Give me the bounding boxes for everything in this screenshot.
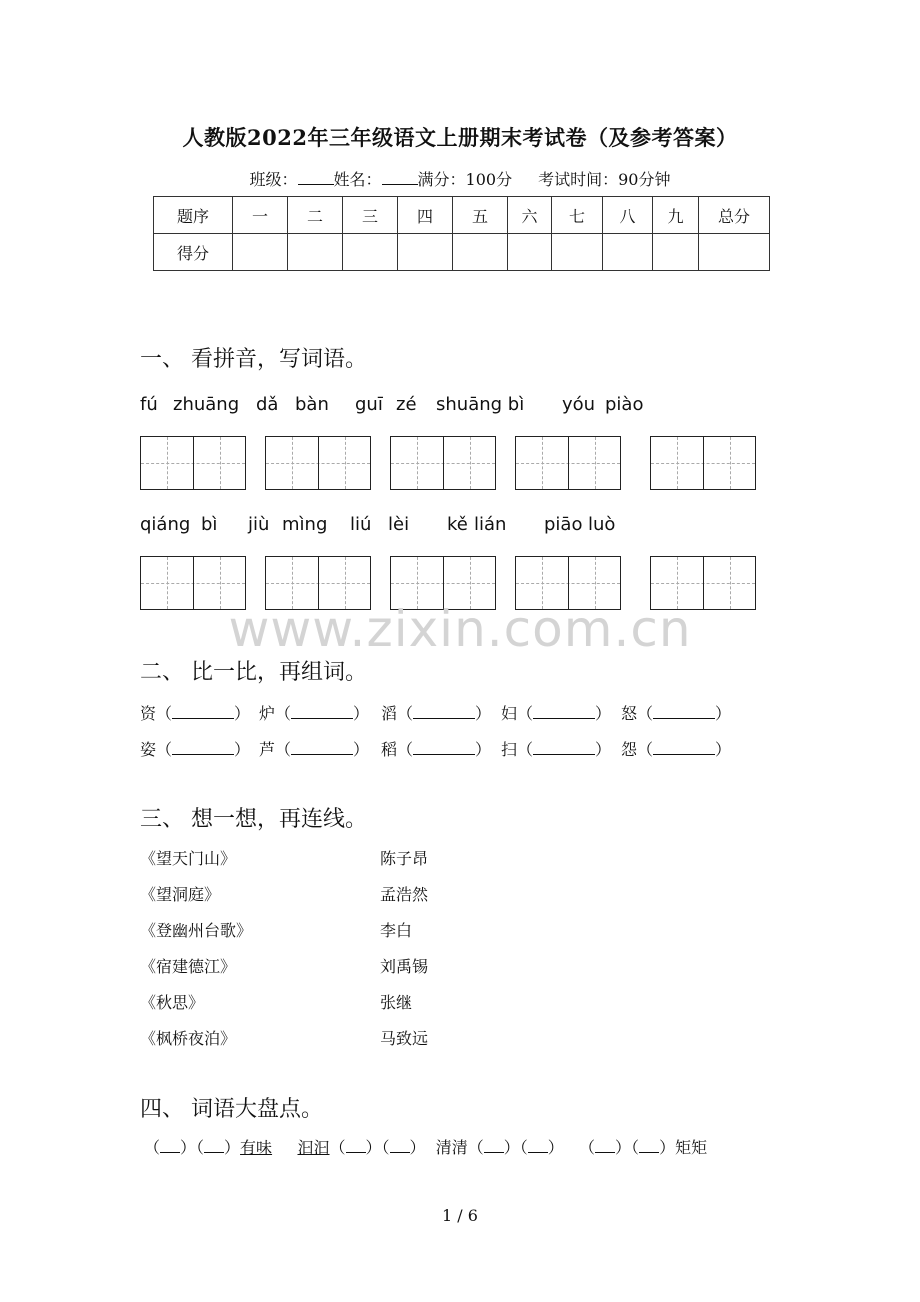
compare-item: 妇（ ）	[501, 704, 612, 723]
given-word: 矩矩	[675, 1138, 708, 1157]
pinyin: fú	[140, 394, 158, 415]
col-header: 三	[343, 197, 398, 234]
row-label-score: 得分	[154, 234, 233, 271]
score-cell[interactable]	[398, 234, 453, 271]
compare-item: 稻（ ）	[381, 740, 492, 759]
answer-blank[interactable]	[172, 742, 234, 755]
col-header-total: 总分	[699, 197, 770, 234]
pinyin-row-1	[0, 394, 920, 418]
section2-heading: 二、 比一比，再组词。	[140, 660, 367, 685]
pinyin: lián	[474, 514, 507, 535]
score-cell[interactable]	[653, 234, 699, 271]
col-header: 五	[453, 197, 508, 234]
row-label-order: 题序	[154, 197, 233, 234]
poet-name[interactable]: 刘禹锡	[380, 957, 429, 976]
pinyin: kě	[447, 514, 468, 535]
score-cell[interactable]	[343, 234, 398, 271]
writing-box[interactable]	[140, 436, 246, 490]
answer-blank[interactable]	[172, 706, 234, 719]
poet-name[interactable]: 陈子昂	[380, 849, 429, 868]
class-label: 班级：	[249, 170, 298, 189]
poet-name[interactable]: 张继	[380, 993, 413, 1012]
name-label: 姓名：	[333, 170, 382, 189]
pinyin: mìng	[282, 514, 328, 535]
section4-heading: 四、 词语大盘点。	[140, 1097, 323, 1122]
section3-heading: 三、 想一想，再连线。	[140, 807, 367, 832]
char: 扫	[501, 740, 518, 759]
pinyin: piāo	[544, 514, 583, 535]
char: 滔	[381, 704, 398, 723]
score-cell[interactable]	[699, 234, 770, 271]
section1-heading: 一、 看拼音，写词语。	[140, 347, 367, 372]
writing-box[interactable]	[650, 436, 756, 490]
char: 资	[140, 704, 157, 723]
pinyin: zhuāng	[173, 394, 240, 415]
word-pattern-row: （ ）（ ）有味 汩汩（ ）（ ） 清清（ ）（ ） （ ）（ ）矩矩	[144, 1138, 708, 1157]
score-cell[interactable]	[508, 234, 552, 271]
pinyin: piào	[605, 394, 644, 415]
poem-title[interactable]: 《秋思》	[140, 993, 205, 1012]
answer-blank[interactable]	[653, 706, 715, 719]
given-word: 清清	[435, 1138, 468, 1157]
answer-blank[interactable]	[160, 1140, 180, 1153]
poem-title[interactable]: 《枫桥夜泊》	[140, 1029, 237, 1048]
score-table-score-row	[154, 234, 770, 271]
compare-item: 姿（ ）	[140, 740, 251, 759]
char: 炉	[259, 704, 276, 723]
char: 妇	[501, 704, 518, 723]
char: 怨	[621, 740, 638, 759]
exam-time: 考试时间：90分钟	[538, 170, 671, 189]
col-header: 二	[288, 197, 343, 234]
watermark: www.zixin.com.cn	[228, 600, 692, 658]
class-blank[interactable]	[298, 170, 334, 185]
poem-title[interactable]: 《宿建德江》	[140, 957, 237, 976]
answer-blank[interactable]	[639, 1140, 659, 1153]
page-number: 1 / 6	[442, 1206, 478, 1225]
given-word: 汩汩	[297, 1138, 330, 1157]
score-cell[interactable]	[233, 234, 288, 271]
poem-title[interactable]: 《望洞庭》	[140, 885, 221, 904]
poet-name[interactable]: 孟浩然	[380, 885, 429, 904]
compare-item: 资（ ）	[140, 704, 251, 723]
answer-blank[interactable]	[484, 1140, 504, 1153]
score-table	[153, 196, 770, 271]
pinyin: liú	[350, 514, 372, 535]
exam-meta	[0, 167, 920, 190]
answer-blank[interactable]	[653, 742, 715, 755]
answer-blank[interactable]	[204, 1140, 224, 1153]
col-header: 四	[398, 197, 453, 234]
answer-blank[interactable]	[533, 742, 595, 755]
score-table-header-row	[154, 197, 770, 234]
name-blank[interactable]	[382, 170, 418, 185]
writing-box[interactable]	[390, 436, 496, 490]
score-cell[interactable]	[552, 234, 603, 271]
col-header: 一	[233, 197, 288, 234]
pinyin: guī	[355, 394, 383, 415]
poem-title[interactable]: 《望天门山》	[140, 849, 237, 868]
poet-name[interactable]: 李白	[380, 921, 413, 940]
poem-title[interactable]: 《登幽州台歌》	[140, 921, 253, 940]
pinyin: lèi	[388, 514, 410, 535]
compare-item: 怨（ ）	[621, 740, 732, 759]
answer-blank[interactable]	[413, 742, 475, 755]
answer-blank[interactable]	[533, 706, 595, 719]
col-header: 七	[552, 197, 603, 234]
answer-blank[interactable]	[291, 706, 353, 719]
pinyin: shuāng bì	[436, 394, 525, 415]
pinyin: jiù	[248, 514, 270, 535]
score-cell[interactable]	[288, 234, 343, 271]
compare-item: 怒（ ）	[621, 704, 732, 723]
score-cell[interactable]	[453, 234, 508, 271]
answer-blank[interactable]	[595, 1140, 615, 1153]
char: 芦	[259, 740, 276, 759]
pinyin: qiáng	[140, 514, 191, 535]
answer-blank[interactable]	[528, 1140, 548, 1153]
pinyin: bì	[201, 514, 218, 535]
pinyin: zé	[396, 394, 417, 415]
compare-row-1	[0, 701, 920, 723]
given-word: 有味	[240, 1138, 273, 1157]
char: 姿	[140, 740, 157, 759]
score-cell[interactable]	[603, 234, 653, 271]
compare-item: 扫（ ）	[501, 740, 612, 759]
col-header: 九	[653, 197, 699, 234]
compare-row-2	[0, 737, 920, 759]
char: 稻	[381, 740, 398, 759]
page-title: 人教版2022年三年级语文上册期末考试卷（及参考答案）	[182, 125, 738, 150]
pinyin: luò	[588, 514, 616, 535]
answer-blank[interactable]	[346, 1140, 366, 1153]
answer-blank[interactable]	[291, 742, 353, 755]
writing-box[interactable]	[265, 436, 371, 490]
compare-item: 滔（ ）	[381, 704, 492, 723]
answer-blank[interactable]	[413, 706, 475, 719]
answer-blank[interactable]	[390, 1140, 410, 1153]
pinyin: bàn	[295, 394, 329, 415]
compare-item: 炉（ ）	[259, 704, 370, 723]
pinyin: yóu	[562, 394, 596, 415]
col-header: 八	[603, 197, 653, 234]
pinyin-row-2	[0, 514, 920, 538]
compare-item: 芦（ ）	[259, 740, 370, 759]
full-score: 满分：100分	[417, 170, 513, 189]
pinyin: dǎ	[256, 394, 279, 415]
char: 怒	[621, 704, 638, 723]
col-header: 六	[508, 197, 552, 234]
writing-box[interactable]	[515, 436, 621, 490]
poet-name[interactable]: 马致远	[380, 1029, 429, 1048]
